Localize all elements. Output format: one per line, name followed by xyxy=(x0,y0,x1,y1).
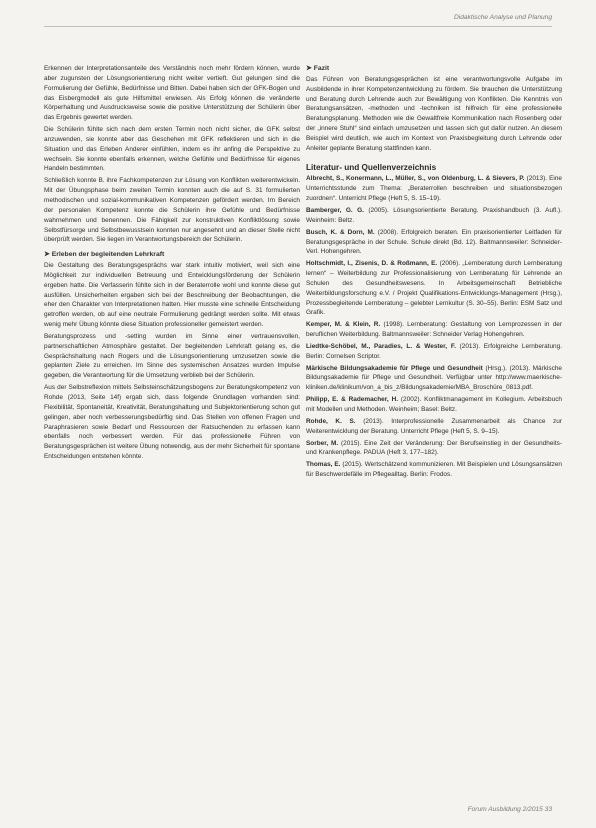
reference-details: (2013). Erfolgreiche Lernberatung. Berlin: Cornelsen Scriptor. xyxy=(306,342,563,360)
reference-list xyxy=(306,174,562,479)
reference-author: Bamberger, G. G. xyxy=(306,206,364,214)
reference-details: (2015). Wertschätzend kommunizieren. Mit Beispielen und Lösungsansätzen für Beschwerdefälle im Pflegealltag. Berlin: Frodos. xyxy=(306,461,562,479)
right-column xyxy=(306,64,562,482)
reference-author: Rohde, K. S. xyxy=(306,417,356,425)
reference-details: (2002). Konfliktmanagement im Kollegium. Arbeitsbuch mit Modellen und Methoden. Weinheim; Basel: Beltz. xyxy=(306,396,562,413)
paragraph: Die Gestaltung des Beratungsgesprächs war stark intuitiv motiviert, weil sich eine Möglichkeit zur individuellen Betreuung und Entwicklungsförderung der Schülerin ergeben hatte. Die Verfasserin fühlte sich in der Beraterrolle wohl und konnte diese gut ausfüllen. Unsicherheiten ergaben sich bei der Beschreibung der Beobachtungen, die eher den Charakter von Interpretationen hatten. Hier musste eine schnelle Entscheidung getroffen werden, ob auf eine neutrale Formulierung gedrängt werden sollte. Mit etwas wenig mehr Übung könnte diese Situation professioneller gemeistert werden. xyxy=(44,262,300,329)
reference-details: (Hrsg.). (2013). Märkische Bildungsakademie für Pflege und Gesundheit. Verfügbar unter http://www.maerkische-kliniken.de/klinikum/von_a_bis_z/Bildungsakademie/MBA_Broschüre_0813.pdf. xyxy=(306,364,562,392)
reference-author: Märkische Bildungsakademie für Pflege und Gesundheit xyxy=(306,364,483,372)
reference-item xyxy=(306,320,562,340)
reference-item xyxy=(306,174,562,204)
reference-details: (2013). Interprofessionelle Zusammenarbeit als Chance zur Weiterentwicklung der Beratung. Unterricht Pflege (Heft 5, S. 9–15). xyxy=(306,417,562,435)
running-header: Didaktische Analyse und Planung xyxy=(454,14,552,21)
fazit-heading-text: Fazit xyxy=(313,65,330,72)
reference-item xyxy=(306,364,562,394)
reference-author: Liedtke-Schöbel, M., Paradies, L. & Wester, F. xyxy=(306,342,456,350)
reference-author: Holtschmidt, I., Zisenis, D. & Roßmann, E. xyxy=(306,260,438,268)
paragraph: Das Führen von Beratungsgesprächen ist eine verantwortungsvolle Aufgabe im Ausbildende in ihrer Kompetenzentwicklung zu fördern. Sie brauchen die Unterstützung und Beratung durch Lehrende auch zur Bewältigung von Konflikten. Die Kenntnis von Beratungsansätzen, -methoden und -techniken ist hilfreich für eine professionelle Beratungsplanung. Methoden wie die Gewaltfreie Kommunikation nach Rosenberg oder der „innere Stuhl“ sind einfach umzusetzen und lassen sich gut dafür nutzen. An diesem Beispiel wird deutlich, wie auch im Kontext von Praxisbegleitung durch Lehrende oder Anleiter geplante Beratung stattfinden kann. xyxy=(306,75,562,152)
reference-author: Philipp, E. & Rademacher, H. xyxy=(306,396,399,404)
reference-details: (2008). Erfolgreich beraten. Ein praxisorientierter Leitfaden für Beratungsgespräche in der Schule. Schule direkt (Bd. 12). Baltmannsweiler: Schneider-Verl. Hohengehren. xyxy=(306,228,562,256)
reference-author: Busch, K. & Dorn, M. xyxy=(306,228,375,236)
reference-author: Kemper, M. & Klein, R. xyxy=(306,321,381,329)
reference-item xyxy=(306,228,562,258)
reference-author: Albrecht, S., Konermann, L., Müller, S., von Oldenburg, L. & Sievers, P. xyxy=(306,175,525,183)
section-heading xyxy=(44,250,300,260)
reference-item xyxy=(306,395,562,415)
paragraph: Aus der Selbstreflexion mittels Selbsteinschätzungsbogens zur Beratungskompetenz von Rohde (2013, Seite 14f) ergab sich, dass folgende Grundlagen vorhanden sind: Flexibilität, Spontaneität, Kreativität, Beratungshaltung und Subjektorientierung schon gut gelingen, aber noch verbesserungsbedürftig sind. Das Stellen von offenen Fragen und Paraphrasieren sowie Bedarf und Ressourcen der Ratsuchenden zu erfassen kann ebenfalls noch verbessert werden. Für das professionelle Führen von Beratungsgesprächen ist weitere Übung notwendig, aus der mehr Sicherheit für spontane Entscheidungen entstehen könnte. xyxy=(44,384,300,461)
reference-author: Thomas, E. xyxy=(306,461,341,469)
paragraph: Die Schülerin fühlte sich nach dem ersten Termin noch nicht sicher, die GFK selbst anzuwenden, sie konnte aber das Geschehen mit GFK reflektieren und sich in die Situation und das Erleben Anderer einfühlen, indem es ihr anfing die Perspektive zu wechseln. Sie konnte ebenfalls erkennen, welche Gefühle und Bedürfnisse für eigenes Handeln bestimmten. xyxy=(44,126,300,173)
reference-author: Sorber, M. xyxy=(306,439,339,447)
reference-details: (2013). Eine Unterrichtsstunde zum Thema: „Beraterrollen beschreiben und situationsbezogen zuordnen“. Unterricht Pflege (Heft 5, S. 15–19). xyxy=(306,175,562,203)
arrow-icon: ➤ xyxy=(44,251,50,259)
reference-details: (2015). Eine Zeit der Veränderung: Der Berufseinstieg in der Gesundheits- und Krankenpflege. PADUA (Heft 3, 177–182). xyxy=(306,439,562,457)
paragraph: Schließlich konnte B. ihre Fachkompetenzen zur Lösung von Konflikten weiterentwickeln. Mit der Übungsphase beim zweiten Termin konnten auch die auf S. 31 formulierten methodischen und sozial-kommunikativen Kompetenzen gefördert werden. Im Bereich der personalen Kompetenz konnte die Schülerin ihre Gefühle und Bedürfnisse wahrnehmen und benennen. Die Fähigkeit zur konstruktiven Konfliktlösung sowie Selbstfürsorge und Selbstbewusstsein konnten nur angesehnt und an dieser Stelle nicht überprüft werden. Sie liegen im Verantwortungsbereich der Schülerin. xyxy=(44,177,300,244)
header-rule xyxy=(44,26,552,27)
reference-item xyxy=(306,439,562,459)
references-heading: Literatur- und Quellenverzeichnis xyxy=(306,162,437,172)
reference-details: (1998). Lernberatung: Gestaltung von Lernprozessen in der beruflichen Weiterbildung. Baltmannsweiler: Schneider Verlag Hohengehren. xyxy=(306,321,562,339)
reference-details: (2006). „Lernberatung durch Lernberatung lernen“ – Weiterbildung zur Professionalisierung von Lernberatung für Lehrende an Schulen des Gesundheitswesens. In Arbeitsgemeinschaft Betriebliche Weiterbildungsforschung e.V. / Projekt Qualifikations-Entwicklungs-Management (Hrsg.), Prozessbegleitende Lernberatung – gelebter Lernkultur (S. 30–55). Berlin: ESM Satz und Grafik. xyxy=(306,260,562,317)
reference-details: (2005). Lösungsorientierte Beratung. Praxishandbuch (3. Aufl.). Weinheim: Beltz. xyxy=(306,206,562,224)
fazit-heading xyxy=(306,64,562,74)
section-heading-text: Erleben der begleitenden Lehrkraft xyxy=(51,251,165,259)
reference-item xyxy=(306,206,562,226)
paragraph: Beratungsprozess und -setting wurden im Sinne einer vertrauensvollen, partnerschaftlichen Atmosphäre gestaltet. Der begleitenden Lehrkraft gelang es, die Gesprächshaltung nach Rogers und die Lösungsorientierung umzusetzen sowie die geplanten Ziele zu erreichen. Im Sinne des systemischen Ansatzes wurden Impulse gegeben, die Verantwortung für die Umsetzung verblieb bei der Schülerin. xyxy=(44,332,300,380)
reference-item xyxy=(306,460,562,480)
page-footer: Forum Ausbildung 2/2015 33 xyxy=(467,806,552,813)
reference-item xyxy=(306,259,562,318)
paragraph: Erkennen der Interpretationsanteile des Verständnis noch mehr fördern können, wurde aber zugunsten der Lösungsorientierung nicht weiter vertieft. Gut gelungen sind die Formulierung der Gefühle, Bedürfnisse und Bitten. Dabei haben sich der GFK-Bogen und das Eisbergmodell als gute Hilfsmittel erwiesen. Als Erfolg können die veränderte Körperhaltung und Ausdrucksweise sowie die positive Unterstützung der Schülerin über das Ergebnis gewertet werden. xyxy=(44,65,300,122)
reference-item xyxy=(306,417,562,437)
arrow-icon: ➤ xyxy=(306,65,312,72)
reference-item xyxy=(306,342,562,362)
left-column xyxy=(44,64,300,464)
